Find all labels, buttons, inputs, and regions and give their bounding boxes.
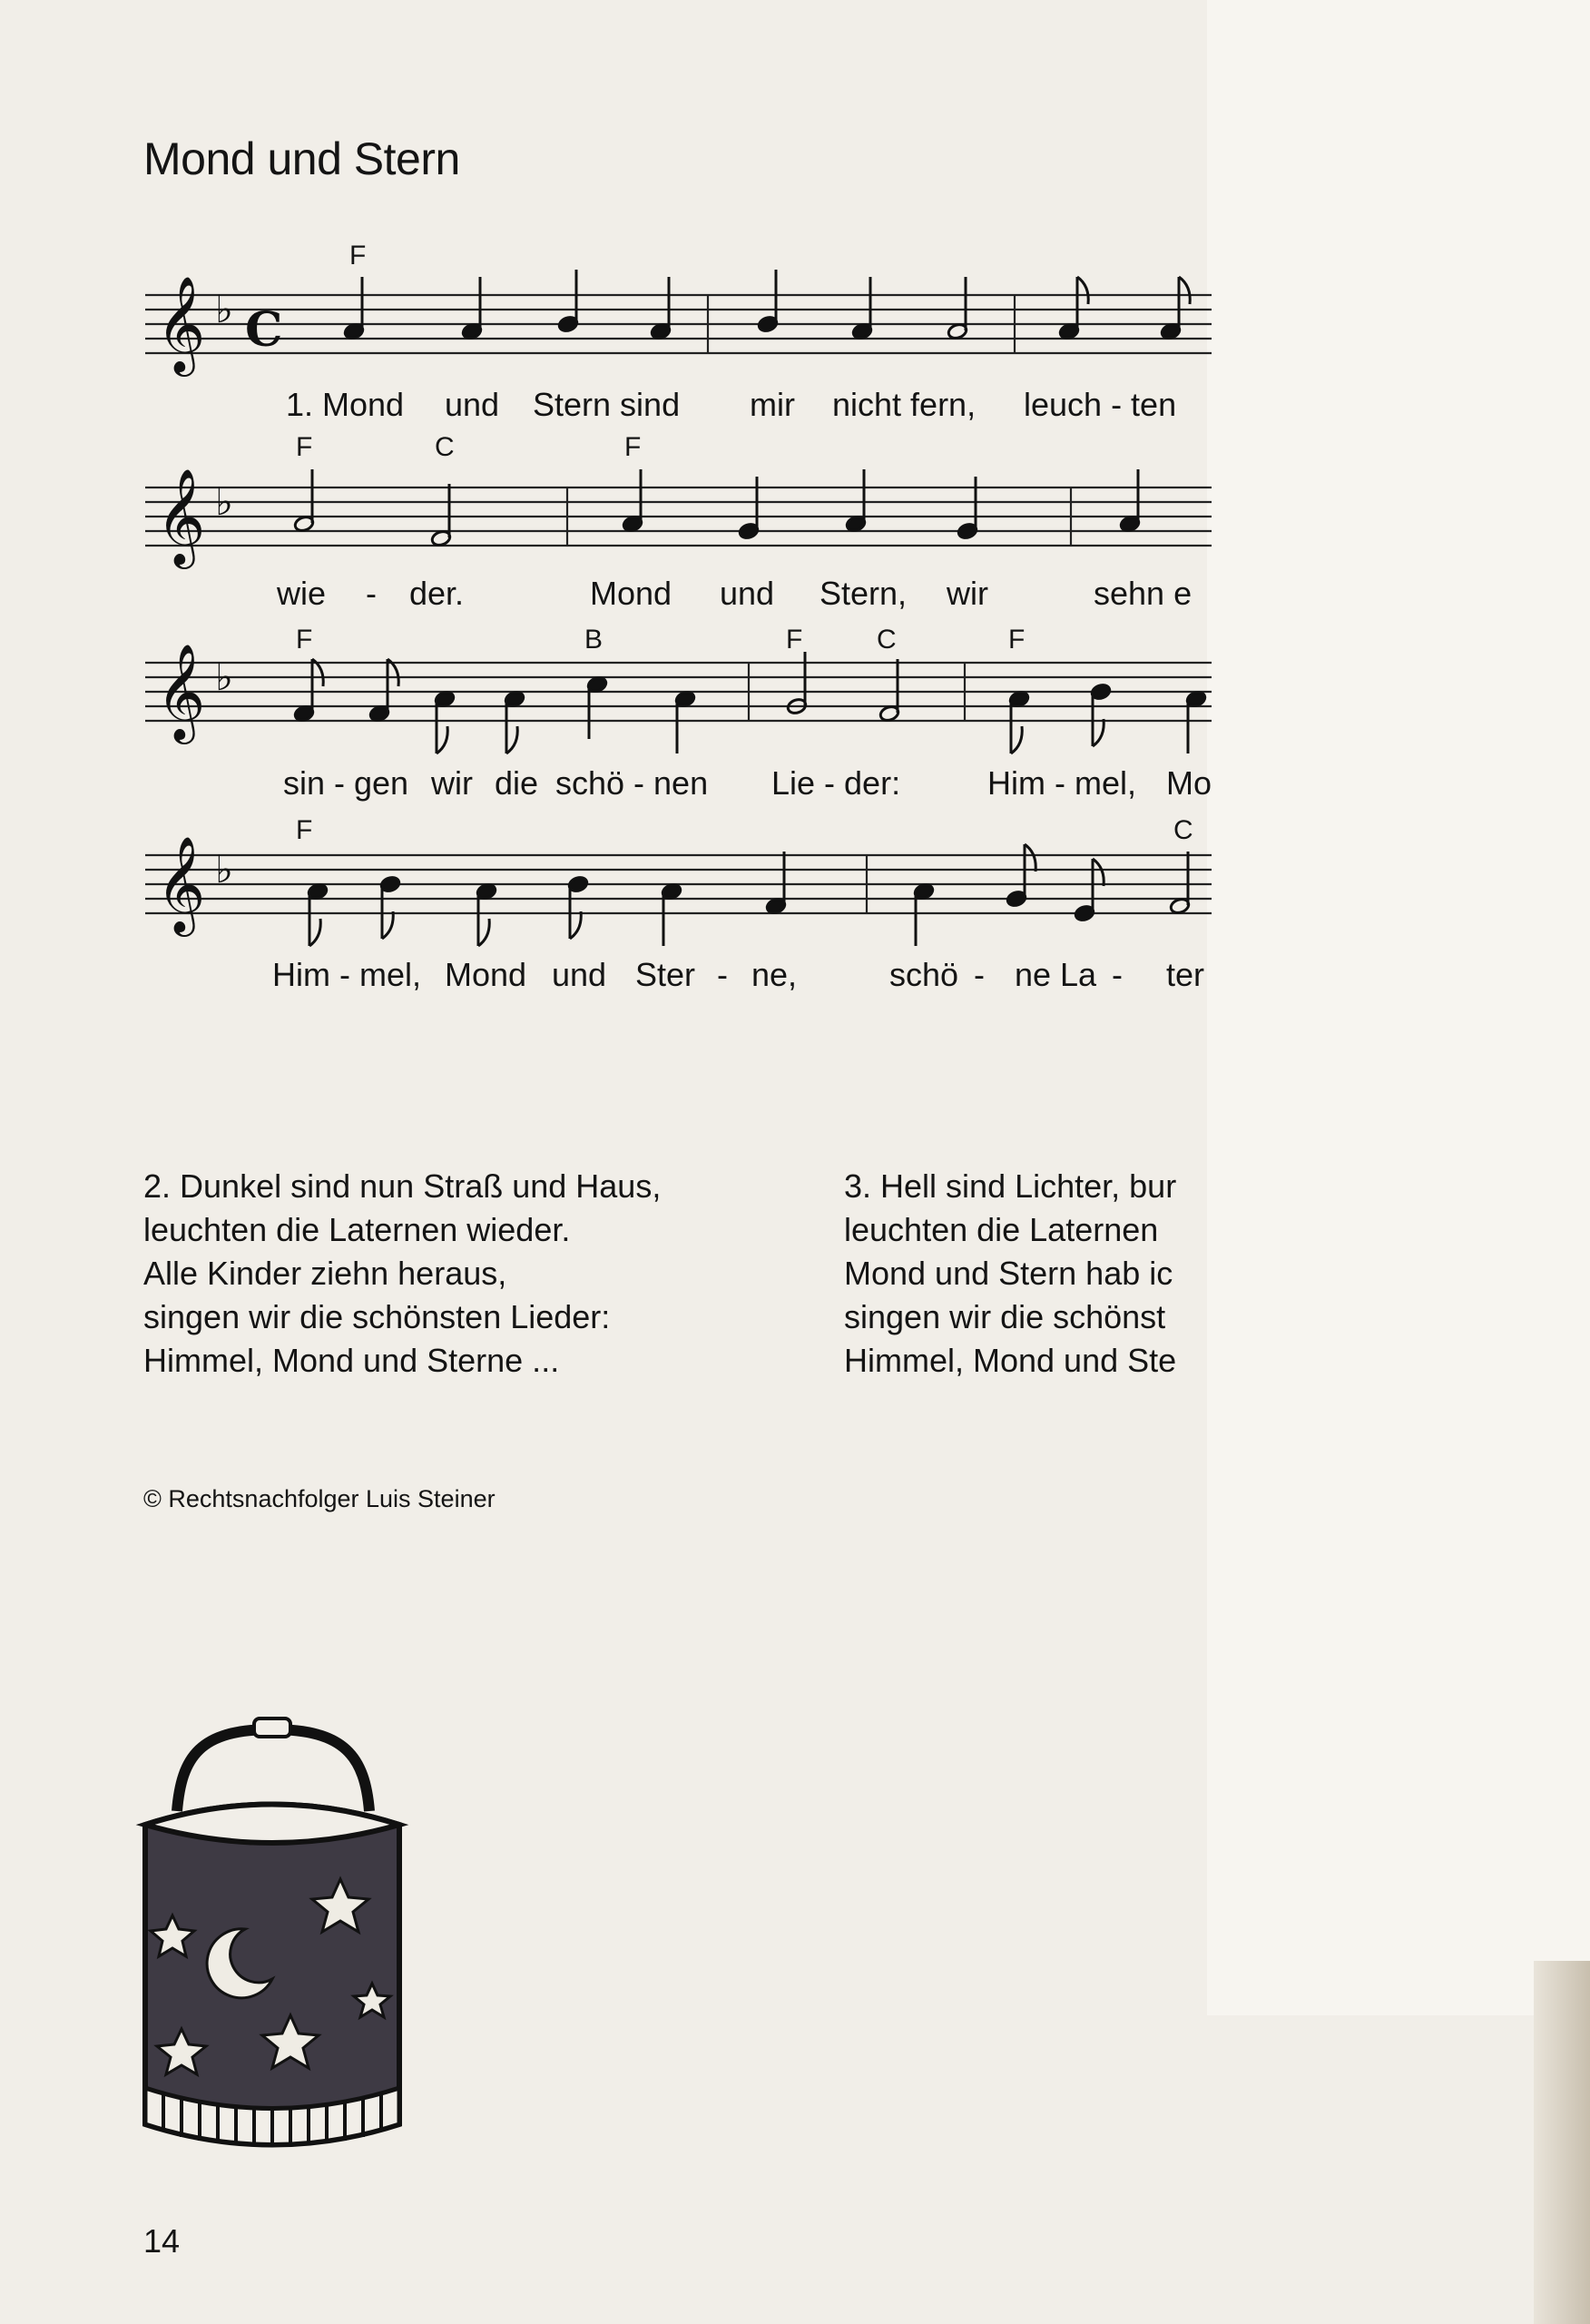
lyric-syllable: schö - nen	[555, 764, 709, 802]
lyric-syllable: Him - mel,	[272, 956, 421, 993]
lyric-syllable: -	[366, 575, 377, 612]
treble-clef-icon: 𝄞	[156, 468, 206, 565]
chord-label: C	[435, 432, 455, 462]
verse-line: singen wir die schönsten Lieder:	[143, 1298, 611, 1335]
lyric-syllable: La	[1060, 956, 1097, 993]
lyric-syllable: Lie - der:	[771, 764, 901, 802]
lyric-syllable: 1. Mond	[286, 386, 405, 423]
chord-label: C	[877, 625, 897, 655]
lyric-syllable: sin - gen	[283, 764, 409, 802]
chord-label: F	[786, 625, 803, 655]
lyric-syllable: mir	[750, 386, 795, 423]
chord-label: C	[1173, 815, 1193, 845]
verse-line: Mond und Stern hab ic	[844, 1255, 1173, 1292]
lyric-syllable: wir	[947, 575, 988, 612]
verse-line: 3. Hell sind Lichter, bur	[844, 1167, 1177, 1205]
chord-label: F	[296, 432, 313, 462]
flat-key-signature-icon: ♭	[215, 655, 233, 699]
lyric-syllable: die	[495, 764, 539, 802]
verse-line: singen wir die schönst	[844, 1298, 1166, 1335]
lyric-syllable: Mond	[590, 575, 672, 612]
verse-line: leuchten die Laternen	[844, 1211, 1159, 1248]
lyric-syllable: und	[552, 956, 607, 993]
verse-line: 2. Dunkel sind nun Straß und Haus,	[143, 1167, 662, 1205]
chord-label: F	[296, 625, 313, 655]
common-time-icon: C	[245, 302, 283, 358]
lyric-syllable: Ster	[635, 956, 696, 993]
treble-clef-icon: 𝄞	[156, 835, 206, 932]
verse-line: Himmel, Mond und Ste	[844, 1342, 1177, 1379]
song-title: Mond und Stern	[143, 133, 460, 184]
lyric-syllable: der.	[409, 575, 465, 612]
verse-line: Himmel, Mond und Sterne ...	[143, 1342, 560, 1379]
flat-key-signature-icon: ♭	[215, 287, 233, 331]
chord-label: F	[349, 241, 367, 271]
verse-line: leuchten die Laternen wieder.	[143, 1211, 571, 1248]
lyric-syllable: schö	[889, 956, 959, 993]
lyric-syllable: -	[717, 956, 728, 993]
copyright-notice: © Rechtsnachfolger Luis Steiner	[143, 1485, 496, 1512]
lyric-syllable: ne,	[751, 956, 798, 993]
chord-label: F	[624, 432, 642, 462]
lyric-syllable: wir	[431, 764, 473, 802]
lyric-syllable: sehn e	[1094, 575, 1192, 612]
chord-label: F	[296, 815, 313, 845]
verse-line: Alle Kinder ziehn heraus,	[143, 1255, 507, 1292]
chord-label: F	[1008, 625, 1026, 655]
lyric-syllable: ne	[1015, 956, 1052, 993]
lyric-syllable: Mond	[445, 956, 527, 993]
treble-clef-icon: 𝄞	[156, 275, 206, 372]
chord-label: B	[584, 625, 604, 655]
lyric-syllable: Stern sind	[533, 386, 681, 423]
lyric-syllable: Mo	[1166, 764, 1212, 802]
lyric-syllable: -	[974, 956, 985, 993]
lyric-syllable: und	[720, 575, 775, 612]
lyric-syllable: und	[445, 386, 500, 423]
flat-key-signature-icon: ♭	[215, 847, 233, 891]
treble-clef-icon: 𝄞	[156, 643, 206, 740]
lyric-syllable: ter	[1166, 956, 1205, 993]
lyric-syllable: Stern,	[820, 575, 908, 612]
page-number: 14	[143, 2222, 181, 2260]
flat-key-signature-icon: ♭	[215, 479, 233, 524]
lyric-syllable: Him - mel,	[987, 764, 1136, 802]
lyric-syllable: nicht fern,	[832, 386, 977, 423]
lyric-syllable: leuch - ten	[1024, 386, 1177, 423]
lyric-syllable: wie	[277, 575, 327, 612]
lyric-syllable: -	[1112, 956, 1123, 993]
